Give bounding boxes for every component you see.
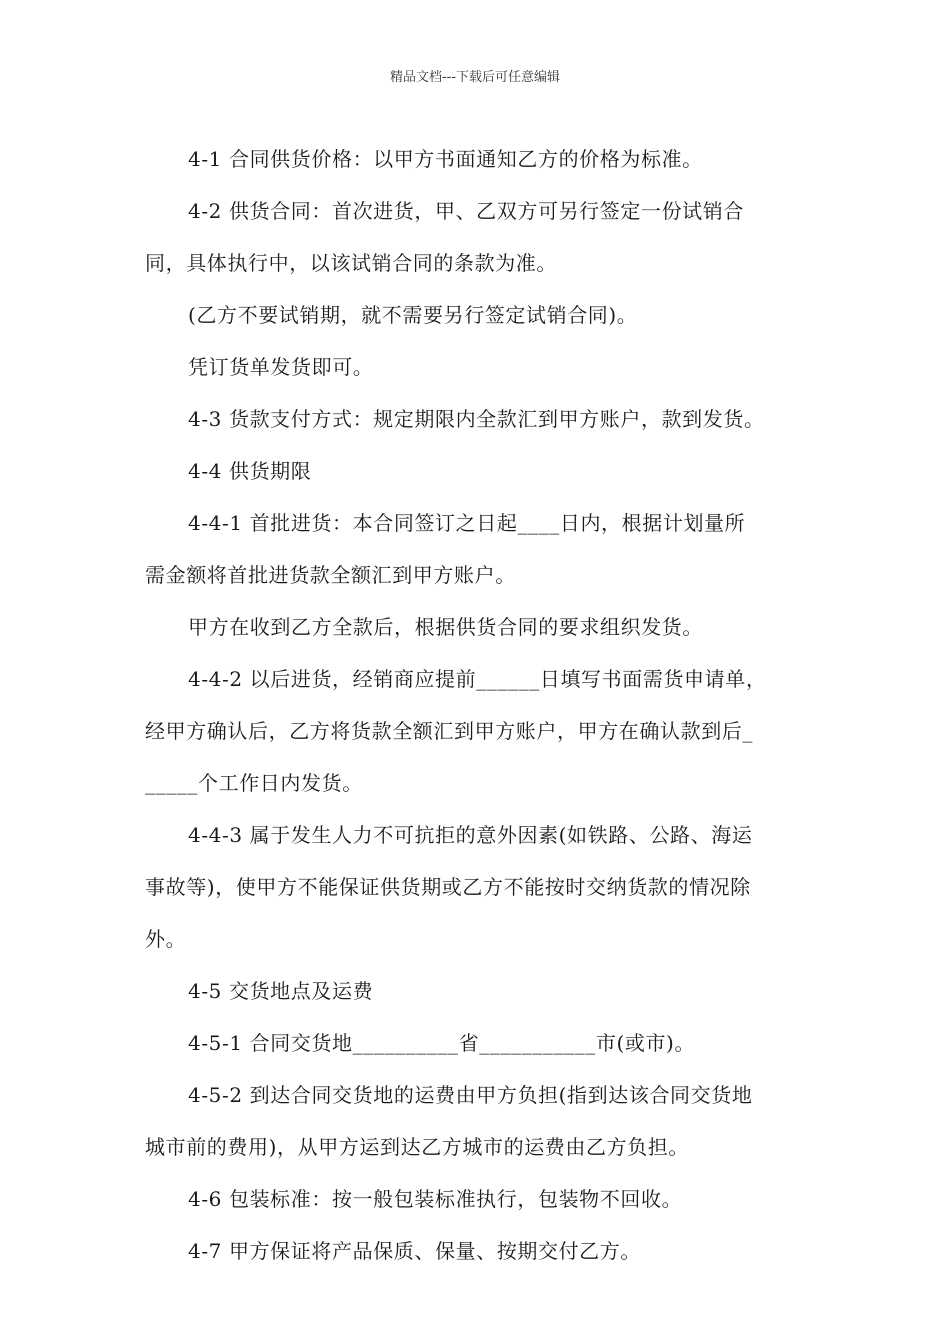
paragraph-line: 4-4-3 属于发生人力不可抗拒的意外因素(如铁路、公路、海运 (188, 823, 753, 847)
paragraph-4-4-2 (145, 653, 815, 809)
paragraph-4-5 (145, 965, 815, 1017)
paragraph-line: 4-5-1 合同交货地__________省___________市(或市)。 (188, 1031, 696, 1055)
paragraph-line: 4-2 供货合同：首次进货，甲、乙双方可另行签定一份试销合 (188, 199, 744, 223)
paragraph-note (145, 289, 815, 341)
paragraph-line: 4-4-2 以后进货，经销商应提前______日填写书面需货申请单， (188, 667, 767, 691)
paragraph-4-5-2 (145, 1069, 815, 1173)
paragraph-line: 4-4 供货期限 (188, 459, 312, 483)
paragraph-line: 同，具体执行中，以该试销合同的条款为准。 (145, 251, 557, 275)
paragraph-line: 城市前的费用)，从甲方运到达乙方城市的运费由乙方负担。 (145, 1135, 690, 1159)
paragraph-4-4-1 (145, 497, 815, 601)
paragraph-line: (乙方不要试销期，就不需要另行签定试销合同)。 (188, 303, 638, 327)
paragraph-4-6 (145, 1173, 815, 1225)
paragraph-line: 4-5 交货地点及运费 (188, 979, 374, 1003)
paragraph-4-1 (145, 133, 815, 185)
paragraph-4-7 (145, 1225, 815, 1277)
paragraph-4-4 (145, 445, 815, 497)
paragraph-line: 甲方在收到乙方全款后，根据供货合同的要求组织发货。 (188, 615, 703, 639)
paragraph-line: 事故等)，使甲方不能保证供货期或乙方不能按时交纳货款的情况除 (145, 875, 751, 899)
paragraph-line: 凭订货单发货即可。 (188, 355, 374, 379)
paragraph-line: 经甲方确认后，乙方将货款全额汇到甲方账户，甲方在确认款到后_ (145, 719, 753, 743)
page-header: 精品文档---下载后可任意编辑 (389, 70, 561, 85)
paragraph-delivery-note (145, 601, 815, 653)
paragraph-line: 需金额将首批进货款全额汇到甲方账户。 (145, 563, 516, 587)
paragraph-line: 4-1 合同供货价格：以甲方书面通知乙方的价格为标准。 (188, 147, 703, 171)
paragraph-line: 4-7 甲方保证将产品保质、保量、按期交付乙方。 (188, 1239, 641, 1263)
paragraph-4-4-3 (145, 809, 815, 965)
paragraph-4-5-1 (145, 1017, 815, 1069)
paragraph-4-3 (145, 393, 815, 445)
paragraph-line: 4-5-2 到达合同交货地的运费由甲方负担(指到达该合同交货地 (188, 1083, 753, 1107)
paragraph-4-2 (145, 185, 815, 289)
document-body (145, 133, 815, 1277)
paragraph-line: 4-3 货款支付方式：规定期限内全款汇到甲方账户，款到发货。 (188, 407, 765, 431)
paragraph-line: 4-6 包装标准：按一般包装标准执行，包装物不回收。 (188, 1187, 683, 1211)
paragraph-line: _____个工作日内发货。 (145, 771, 363, 795)
paragraph-line: 4-4-1 首批进货：本合同签订之日起____日内，根据计划量所 (188, 511, 746, 535)
paragraph-order-note (145, 341, 815, 393)
paragraph-line: 外。 (145, 927, 187, 951)
